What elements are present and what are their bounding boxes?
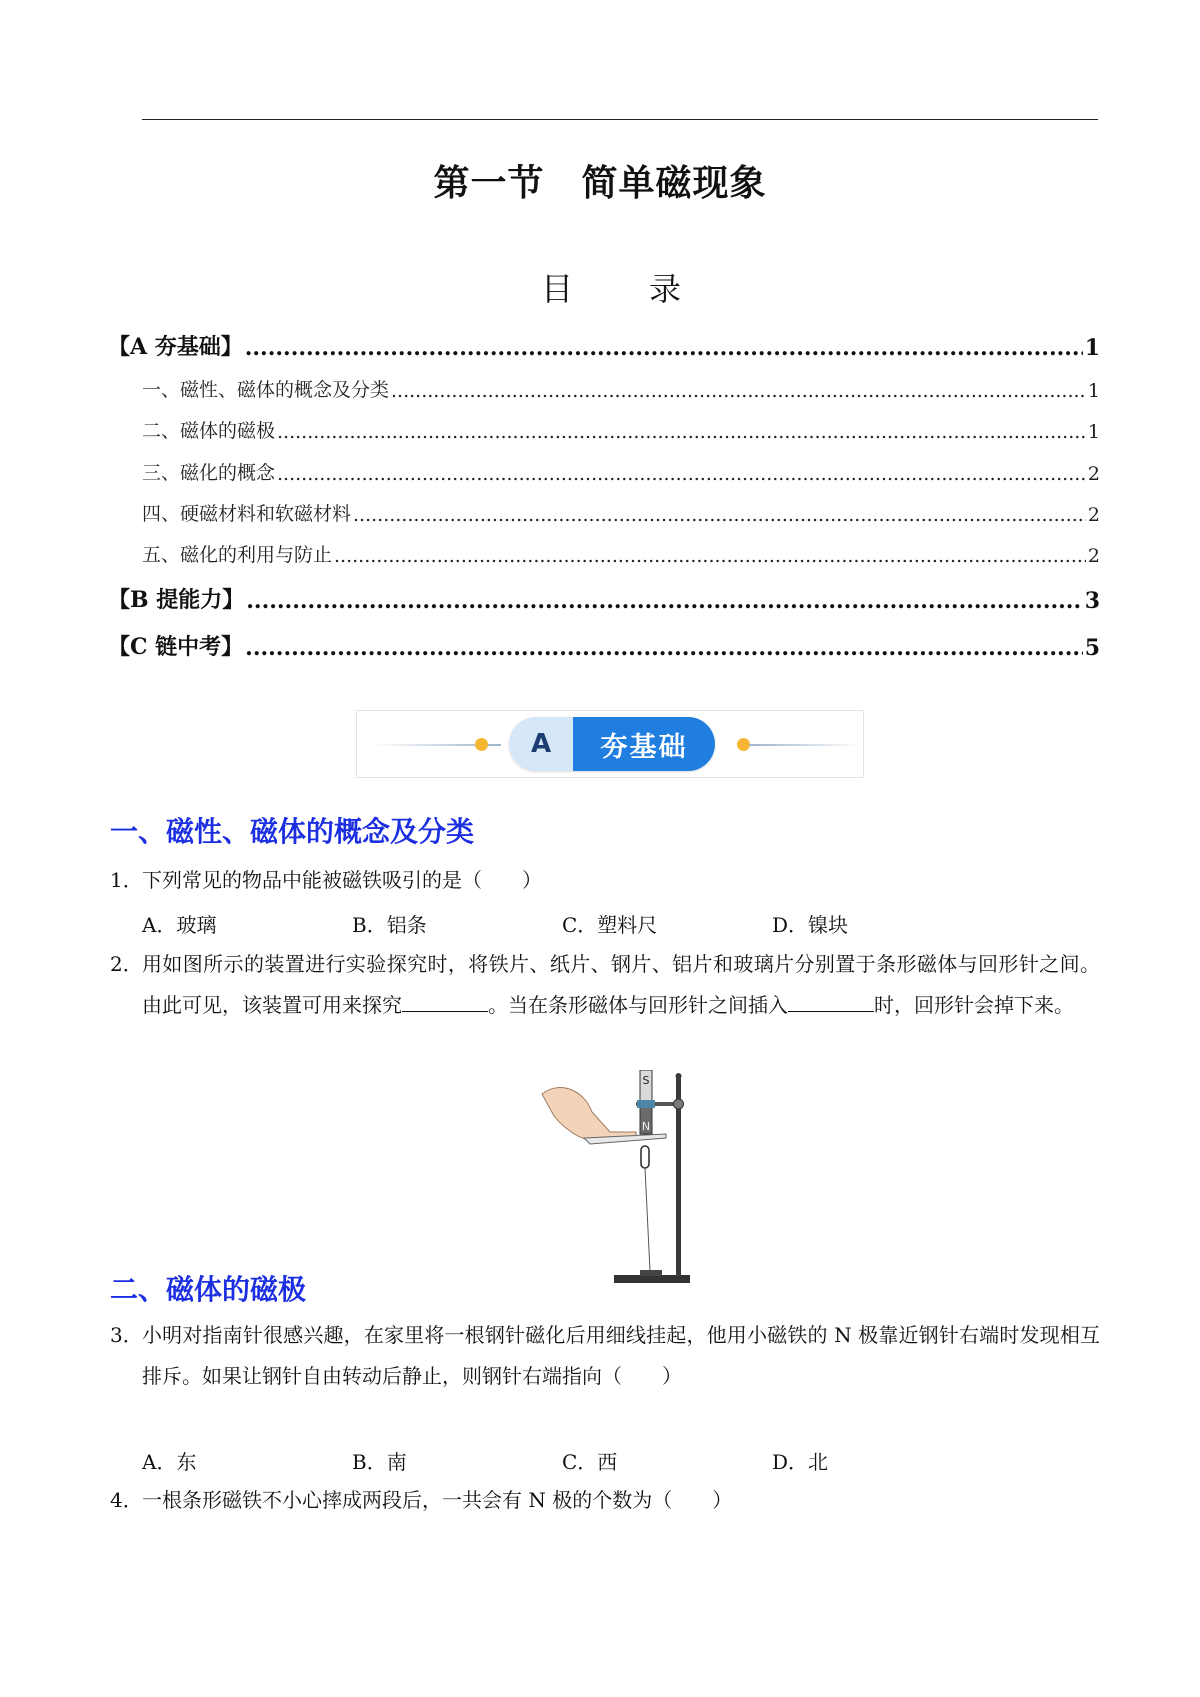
toc-entry-page: 2: [1087, 545, 1100, 567]
banner-pill: [509, 717, 715, 771]
toc-heading: 目 录: [540, 270, 703, 308]
question-3: [110, 1315, 1100, 1397]
toc-entry-3[interactable]: [142, 458, 1100, 485]
question-2: [110, 944, 1100, 1026]
banner-text: 夯基础: [573, 717, 715, 771]
toc-leader: [246, 588, 1082, 614]
paperclip: [641, 1146, 649, 1168]
question-text: [110, 944, 1100, 1026]
stand-clamp: [674, 1099, 684, 1109]
question-1: [110, 860, 1100, 901]
toc-entry-label: 三、磁化的概念: [142, 462, 276, 484]
question-3-options: [142, 1446, 982, 1475]
toc-entry-page: 3: [1084, 588, 1100, 614]
toc-entry-page: 2: [1087, 504, 1100, 526]
toc-leader: [245, 335, 1083, 361]
toc-entry-b[interactable]: [108, 583, 1100, 614]
toc-entry-page: 1: [1087, 380, 1100, 402]
stand-foot: [640, 1270, 662, 1276]
question-number: 2．: [110, 952, 143, 976]
option-d[interactable]: D．镍块: [772, 913, 849, 937]
toc-leader: [245, 635, 1083, 661]
stand-rod-top: [676, 1073, 682, 1079]
toc-entry-label: 【B 提能力】: [108, 587, 245, 613]
question-text: 一根条形磁铁不小心摔成两段后，一共会有 N 极的个数为（ ）: [142, 1488, 733, 1512]
toc-entry-2[interactable]: [142, 416, 1100, 443]
toc-entry-label: 四、硬磁材料和软磁材料: [142, 503, 352, 525]
question-number: 1．: [110, 868, 143, 892]
toc-leader: [277, 421, 1086, 443]
toc-leader: [334, 545, 1086, 567]
hand: [542, 1088, 636, 1141]
toc-entry-page: 1: [1087, 421, 1100, 443]
option-b[interactable]: B．南: [352, 1450, 407, 1474]
section-banner: [356, 710, 864, 778]
magnet-experiment-figure: [540, 1070, 720, 1290]
question-text-part1: 用如图所示的装置进行实验探究时，将铁片、纸片、钢片、铝片和玻璃片分别置于条形磁体与回形针之间。由此可见，该装置可用来探究: [142, 952, 1100, 1017]
toc-entry-page: 1: [1084, 335, 1100, 361]
pole-s-label: S: [642, 1074, 650, 1087]
pole-n-label: N: [641, 1120, 651, 1133]
toc-leader: [391, 380, 1086, 402]
toc-entry-5[interactable]: [142, 540, 1100, 567]
answer-blank-2[interactable]: [788, 993, 874, 1012]
option-a[interactable]: A．东: [142, 1450, 197, 1474]
toc-entry-label: 五、磁化的利用与防止: [142, 544, 333, 566]
page-title: 第一节 简单磁现象: [433, 163, 767, 204]
question-4: [110, 1480, 1100, 1521]
banner-dot-left: [475, 738, 488, 751]
question-1-options: [142, 909, 982, 938]
option-b[interactable]: B．铝条: [352, 913, 427, 937]
section-heading-2: 二、磁体的磁极: [110, 1273, 307, 1306]
question-text: 下列常见的物品中能被磁铁吸引的是（ ）: [142, 868, 542, 892]
toc-entry-1[interactable]: [142, 375, 1100, 402]
toc-entry-c[interactable]: [108, 630, 1100, 661]
question-text: 小明对指南针很感兴趣，在家里将一根钢针磁化后用细线挂起，他用小磁铁的 N 极靠近钢针右端时发现相互排斥。如果让钢针自由转动后静止，则钢针右端指向（ ）: [142, 1323, 1100, 1388]
header-rule: [142, 119, 1098, 120]
stand-base: [614, 1275, 690, 1283]
option-d[interactable]: D．北: [772, 1450, 829, 1474]
toc-entry-label: 一、磁性、磁体的概念及分类: [142, 379, 390, 401]
section-heading-1: 一、磁性、磁体的概念及分类: [110, 815, 475, 848]
toc-entry-page: 2: [1087, 463, 1100, 485]
thread: [645, 1168, 650, 1271]
banner-letter: A: [509, 717, 573, 771]
toc-entry-label: 二、磁体的磁极: [142, 420, 276, 442]
toc-entry-page: 5: [1084, 635, 1100, 661]
question-text-part3: 时，回形针会掉下来。: [874, 993, 1074, 1017]
toc-entry-label: 【C 链中考】: [108, 634, 244, 660]
toc-leader: [353, 504, 1086, 526]
answer-blank-1[interactable]: [402, 993, 488, 1012]
banner-line-right: [749, 744, 861, 746]
toc-entry-label: 【A 夯基础】: [108, 334, 243, 360]
question-number: 3．: [110, 1323, 143, 1347]
magnet-clamp: [637, 1100, 655, 1108]
option-c[interactable]: C．塑料尺: [562, 913, 658, 937]
question-number: 4．: [110, 1488, 143, 1512]
option-c[interactable]: C．西: [562, 1450, 618, 1474]
toc-entry-a[interactable]: [108, 330, 1100, 361]
toc-entry-4[interactable]: [142, 499, 1100, 526]
toc-leader: [277, 463, 1086, 485]
option-a[interactable]: A．玻璃: [142, 913, 217, 937]
question-text-part2: 。当在条形磁体与回形针之间插入: [488, 993, 788, 1017]
